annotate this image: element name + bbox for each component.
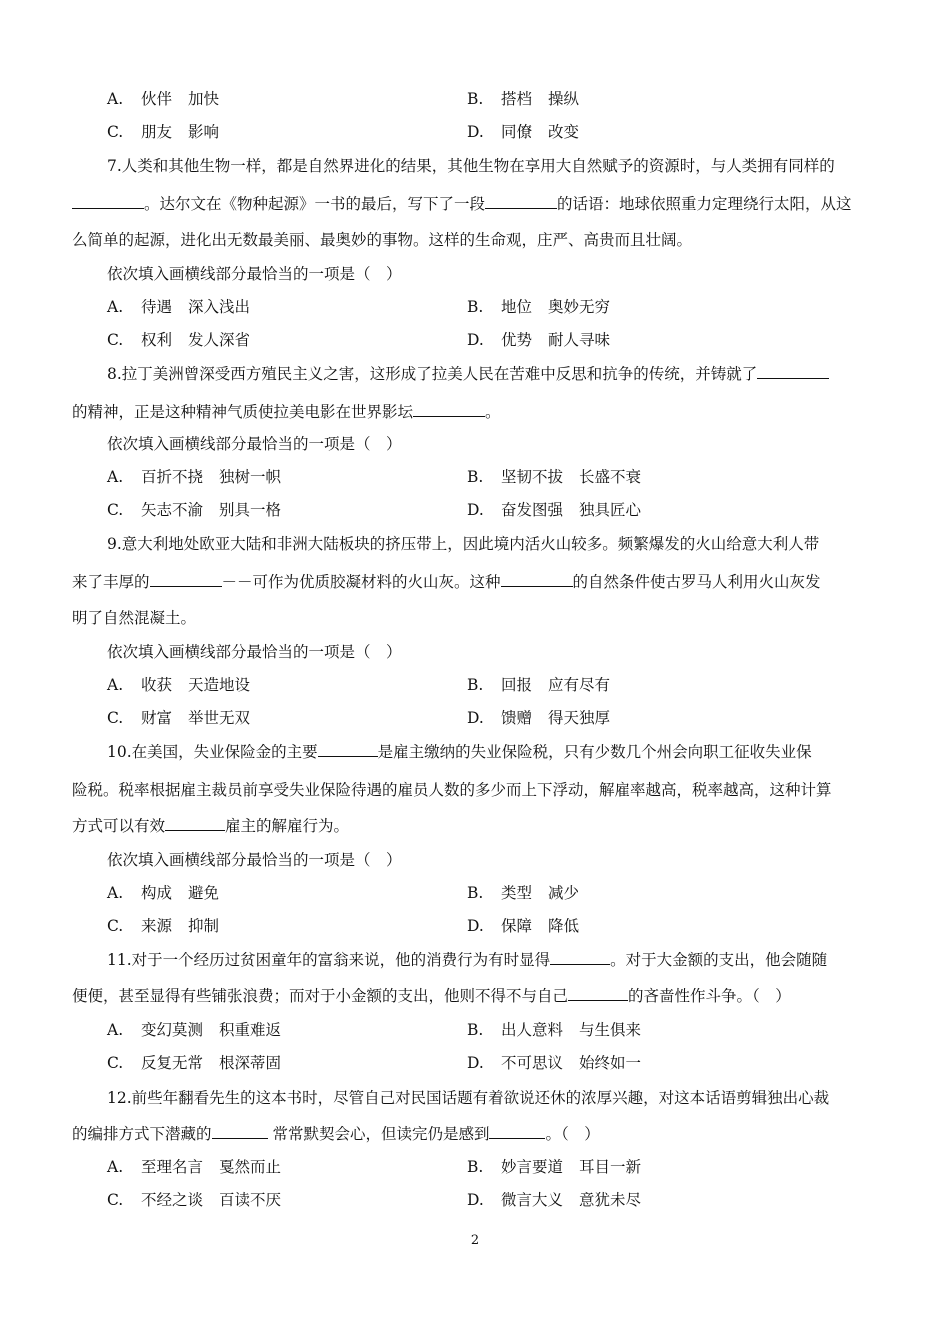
option-word-2: 始终如一	[579, 1054, 642, 1072]
option-word-2: 积重难返	[219, 1021, 282, 1039]
option-letter: C.	[107, 123, 124, 141]
option-word-1: 奋发图强	[501, 501, 564, 519]
text: 的自然条件使古罗马人利用火山灰发	[572, 573, 821, 591]
q12-option-c	[107, 1190, 281, 1210]
q7-line-3: 么简单的起源，进化出无数最美丽、最奥妙的事物。这样的生命观，庄严、高贵而且壮阔。	[72, 231, 693, 249]
option-letter: A.	[107, 298, 124, 316]
option-word-1: 搭档	[501, 90, 533, 108]
text: 的话语：地球依照重力定理绕行太阳，从这	[557, 195, 852, 213]
q11-line-2	[72, 986, 791, 1006]
option-word-2: 长盛不衰	[579, 468, 642, 486]
option-word-1: 馈赠	[501, 709, 533, 727]
option-word-1: 来源	[141, 917, 173, 935]
option-letter: C.	[107, 917, 124, 935]
q6-option-c	[107, 122, 219, 142]
option-word-2: 降低	[548, 917, 580, 935]
option-letter: D.	[467, 709, 484, 727]
option-word-1: 保障	[501, 917, 533, 935]
q9-option-c	[107, 708, 250, 728]
option-letter: A.	[107, 1158, 124, 1176]
option-word-2: 奥妙无穷	[548, 298, 611, 316]
option-word-2: 举世无双	[188, 709, 251, 727]
q11-option-b	[467, 1020, 641, 1040]
q11-option-d	[467, 1053, 641, 1073]
option-letter: A.	[107, 90, 124, 108]
q10-option-a	[107, 883, 219, 903]
page-number: 2	[470, 1233, 480, 1248]
option-letter: B.	[467, 468, 484, 486]
text: 。对于大金额的支出，他会随随	[610, 951, 828, 969]
q9-line-2	[72, 572, 821, 592]
option-letter: A.	[107, 884, 124, 902]
option-word-1: 权利	[141, 331, 173, 349]
text: 的编排方式下潜藏的	[72, 1125, 212, 1143]
option-word-1: 优势	[501, 331, 533, 349]
option-word-1: 构成	[141, 884, 173, 902]
option-word-2: 与生俱来	[579, 1021, 642, 1039]
option-letter: A.	[107, 1021, 124, 1039]
q10-option-d	[467, 916, 579, 936]
option-word-2: 意犹未尽	[579, 1191, 642, 1209]
q9-option-b	[467, 675, 610, 695]
option-letter: B.	[467, 676, 484, 694]
text: 来了丰厚的	[72, 573, 150, 591]
option-word-2: 深入浅出	[188, 298, 251, 316]
q10-option-b	[467, 883, 579, 903]
option-word-1: 反复无常	[141, 1054, 204, 1072]
q8-line-2	[72, 402, 501, 422]
option-letter: B.	[467, 90, 484, 108]
option-word-1: 矢志不渝	[141, 501, 204, 519]
q12-option-a	[107, 1157, 281, 1177]
text: 11.对于一个经历过贫困童年的富翁来说，他的消费行为有时显得	[107, 951, 551, 969]
q7-prompt: 依次填入画横线部分最恰当的一项是（ ）	[107, 265, 402, 283]
option-word-1: 同僚	[501, 123, 533, 141]
q9-option-d	[467, 708, 610, 728]
q10-line-2: 险税。税率根据雇主裁员前享受失业保险待遇的雇员人数的多少而上下浮动，解雇率越高，税率越高，这种计算	[72, 781, 832, 799]
option-word-2: 耳目一新	[579, 1158, 642, 1176]
option-word-2: 独树一帜	[219, 468, 282, 486]
q10-line-3	[72, 816, 349, 836]
option-word-2: 操纵	[548, 90, 580, 108]
option-letter: B.	[467, 1021, 484, 1039]
text: 10.在美国，失业保险金的主要	[107, 743, 318, 761]
option-letter: B.	[467, 1158, 484, 1176]
answer-blank	[413, 402, 485, 417]
text: 8.拉丁美洲曾深受西方殖民主义之害，这形成了拉美人民在苦难中反思和抗争的传统，并铸就了	[107, 365, 758, 383]
option-letter: C.	[107, 1054, 124, 1072]
option-word-2: 根深蒂固	[219, 1054, 282, 1072]
q9-line-1: 9.意大利地处欧亚大陆和非洲大陆板块的挤压带上，因此境内活火山较多。频繁爆发的火山给意大利人带	[107, 535, 820, 553]
option-letter: D.	[467, 123, 484, 141]
q11-line-1	[107, 950, 827, 970]
q7-option-b	[467, 297, 610, 317]
q8-option-b	[467, 467, 641, 487]
q7-option-a	[107, 297, 250, 317]
q12-line-1: 12.前些年翻看先生的这本书时，尽管自己对民国话题有着欲说还休的浓厚兴趣，对这本话语剪辑独出心裁	[107, 1089, 830, 1107]
text: 。	[485, 403, 501, 421]
q12-line-2	[72, 1124, 600, 1144]
option-letter: A.	[107, 468, 124, 486]
option-word-1: 待遇	[141, 298, 173, 316]
option-word-2: 别具一格	[219, 501, 282, 519]
option-letter: C.	[107, 331, 124, 349]
option-word-1: 类型	[501, 884, 533, 902]
option-letter: B.	[467, 298, 484, 316]
q11-option-a	[107, 1020, 281, 1040]
option-letter: A.	[107, 676, 124, 694]
option-word-2: 独具匠心	[579, 501, 642, 519]
q12-option-d	[467, 1190, 641, 1210]
option-word-1: 收获	[141, 676, 173, 694]
q11-option-c	[107, 1053, 281, 1073]
option-letter: D.	[467, 917, 484, 935]
q6-option-b	[467, 89, 579, 109]
option-word-2: 抑制	[188, 917, 220, 935]
answer-blank	[72, 194, 144, 209]
option-letter: D.	[467, 1191, 484, 1209]
option-word-2: 天造地设	[188, 676, 251, 694]
option-word-2: 减少	[548, 884, 580, 902]
text: 的精神，正是这种精神气质使拉美电影在世界影坛	[72, 403, 414, 421]
option-word-2: 戛然而止	[219, 1158, 282, 1176]
q6-option-a	[107, 89, 219, 109]
answer-blank	[568, 986, 628, 1001]
option-word-1: 百折不挠	[141, 468, 204, 486]
q12-option-b	[467, 1157, 641, 1177]
option-word-2: 耐人寻味	[548, 331, 611, 349]
option-word-2: 发人深省	[188, 331, 251, 349]
option-word-2: 得天独厚	[548, 709, 611, 727]
option-letter: B.	[467, 884, 484, 902]
answer-blank	[485, 194, 557, 209]
text: 常常默契会心，但读完仍是感到	[267, 1125, 490, 1143]
option-word-1: 财富	[141, 709, 173, 727]
option-word-2: 百读不厌	[219, 1191, 282, 1209]
option-word-1: 变幻莫测	[141, 1021, 204, 1039]
option-letter: C.	[107, 501, 124, 519]
option-word-2: 影响	[188, 123, 220, 141]
q10-option-c	[107, 916, 219, 936]
option-letter: C.	[107, 1191, 124, 1209]
text: 是雇主缴纳的失业保险税，只有少数几个州会向职工征收失业保	[377, 743, 812, 761]
answer-blank	[550, 950, 610, 965]
option-word-2: 改变	[548, 123, 580, 141]
q8-prompt: 依次填入画横线部分最恰当的一项是（ ）	[107, 435, 402, 453]
text: 雇主的解雇行为。	[225, 817, 350, 835]
text: 便便，甚至显得有些铺张浪费；而对于小金额的支出，他则不得不与自己	[72, 987, 569, 1005]
text: 。（ ）	[545, 1125, 600, 1143]
q7-line-1: 7.人类和其他生物一样，都是自然界进化的结果，其他生物在享用大自然赋予的资源时，与人类拥有同样的	[107, 157, 835, 175]
option-letter: D.	[467, 331, 484, 349]
option-word-2: 加快	[188, 90, 220, 108]
option-word-1: 回报	[501, 676, 533, 694]
answer-blank	[489, 1124, 545, 1139]
q10-line-1	[107, 742, 812, 762]
q8-option-d	[467, 500, 641, 520]
option-word-1: 地位	[501, 298, 533, 316]
q9-prompt: 依次填入画横线部分最恰当的一项是（ ）	[107, 643, 402, 661]
option-word-1: 出人意料	[501, 1021, 564, 1039]
q8-option-a	[107, 467, 281, 487]
answer-blank	[757, 364, 829, 379]
option-word-2: 避免	[188, 884, 220, 902]
answer-blank	[150, 572, 222, 587]
q8-line-1	[107, 364, 829, 384]
answer-blank	[165, 816, 225, 831]
text: 方式可以有效	[72, 817, 166, 835]
option-word-1: 坚韧不拔	[501, 468, 564, 486]
option-word-2: 应有尽有	[548, 676, 611, 694]
option-word-1: 不可思议	[501, 1054, 564, 1072]
text: 。达尔文在《物种起源》一书的最后，写下了一段	[144, 195, 486, 213]
q8-option-c	[107, 500, 281, 520]
answer-blank	[212, 1124, 268, 1139]
q9-line-3: 明了自然混凝土。	[72, 609, 197, 627]
q6-option-d	[467, 122, 579, 142]
q7-option-c	[107, 330, 250, 350]
option-letter: C.	[107, 709, 124, 727]
answer-blank	[501, 572, 573, 587]
option-word-1: 至理名言	[141, 1158, 204, 1176]
option-word-1: 伙伴	[141, 90, 173, 108]
q10-prompt: 依次填入画横线部分最恰当的一项是（ ）	[107, 851, 402, 869]
option-word-1: 微言大义	[501, 1191, 564, 1209]
option-letter: D.	[467, 1054, 484, 1072]
q9-option-a	[107, 675, 250, 695]
text: 的吝啬性作斗争。（ ）	[628, 987, 791, 1005]
option-word-1: 不经之谈	[141, 1191, 204, 1209]
q7-option-d	[467, 330, 610, 350]
option-word-1: 妙言要道	[501, 1158, 564, 1176]
option-word-1: 朋友	[141, 123, 173, 141]
answer-blank	[318, 742, 378, 757]
q7-line-2	[72, 194, 852, 214]
text: －－可作为优质胶凝材料的火山灰。这种	[221, 573, 501, 591]
option-letter: D.	[467, 501, 484, 519]
